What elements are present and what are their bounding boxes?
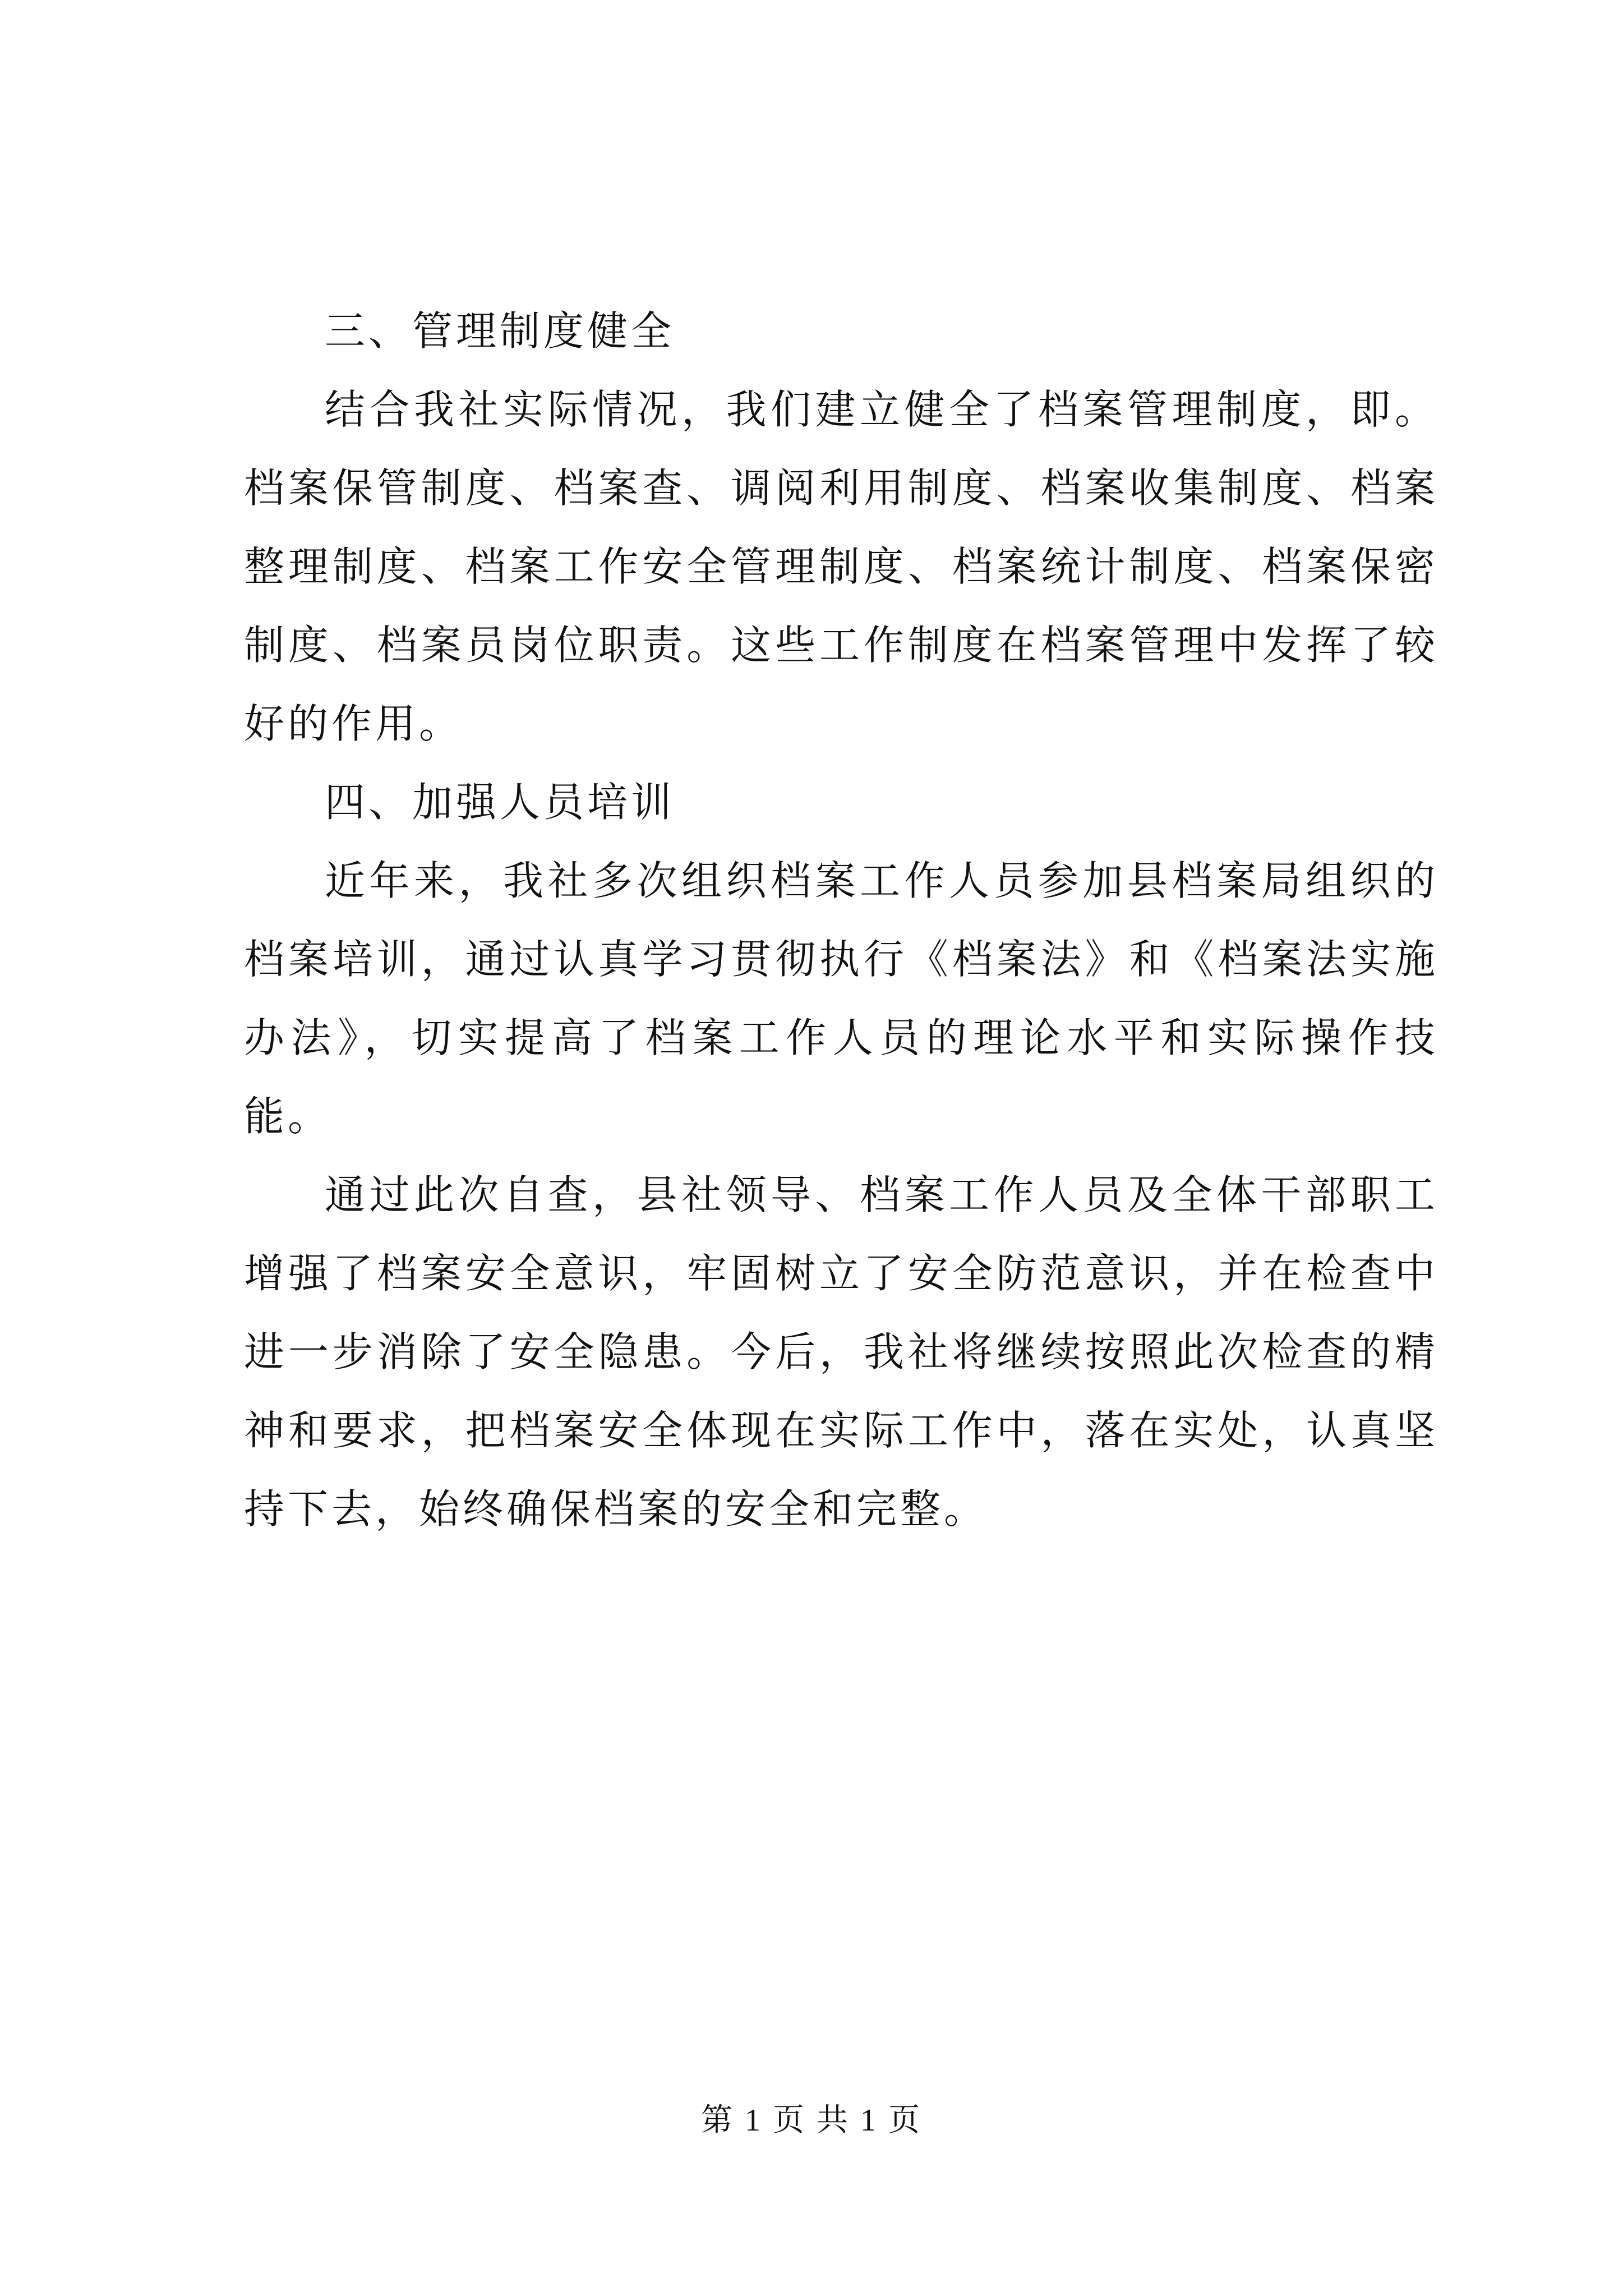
section-heading-staff-training: 四、加强人员培训 bbox=[325, 779, 675, 826]
paragraph-closing: 通过此次自查，县社领导、档案工作人员及全体干部职工增强了档案安全意识，牢固树立了安全防范意识，并在检查中进一步消除了安全隐患。今后，我社将继续按照此次检查的精神和要求，把档案安全体现在实际工作中，落在实处，认真坚持下去，始终确保档案的安全和完整。 bbox=[244, 1171, 1438, 1533]
document-body bbox=[244, 292, 1438, 1548]
paragraph-management-system: 结合我社实际情况，我们建立健全了档案管理制度，即。档案保管制度、档案查、调阅利用制度、档案收集制度、档案整理制度、档案工作安全管理制度、档案统计制度、档案保密制度、档案员岗位职责。这些工作制度在档案管理中发挥了较好的作用。 bbox=[244, 386, 1438, 747]
section-heading-management-system: 三、管理制度健全 bbox=[325, 307, 675, 355]
paragraph-staff-training: 近年来，我社多次组织档案工作人员参加县档案局组织的档案培训，通过认真学习贯彻执行《档案法》和《档案法实施办法》，切实提高了档案工作人员的理论水平和实际操作技能。 bbox=[244, 857, 1438, 1140]
page-number-footer: 第 1 页 共 1 页 bbox=[701, 2103, 922, 2138]
